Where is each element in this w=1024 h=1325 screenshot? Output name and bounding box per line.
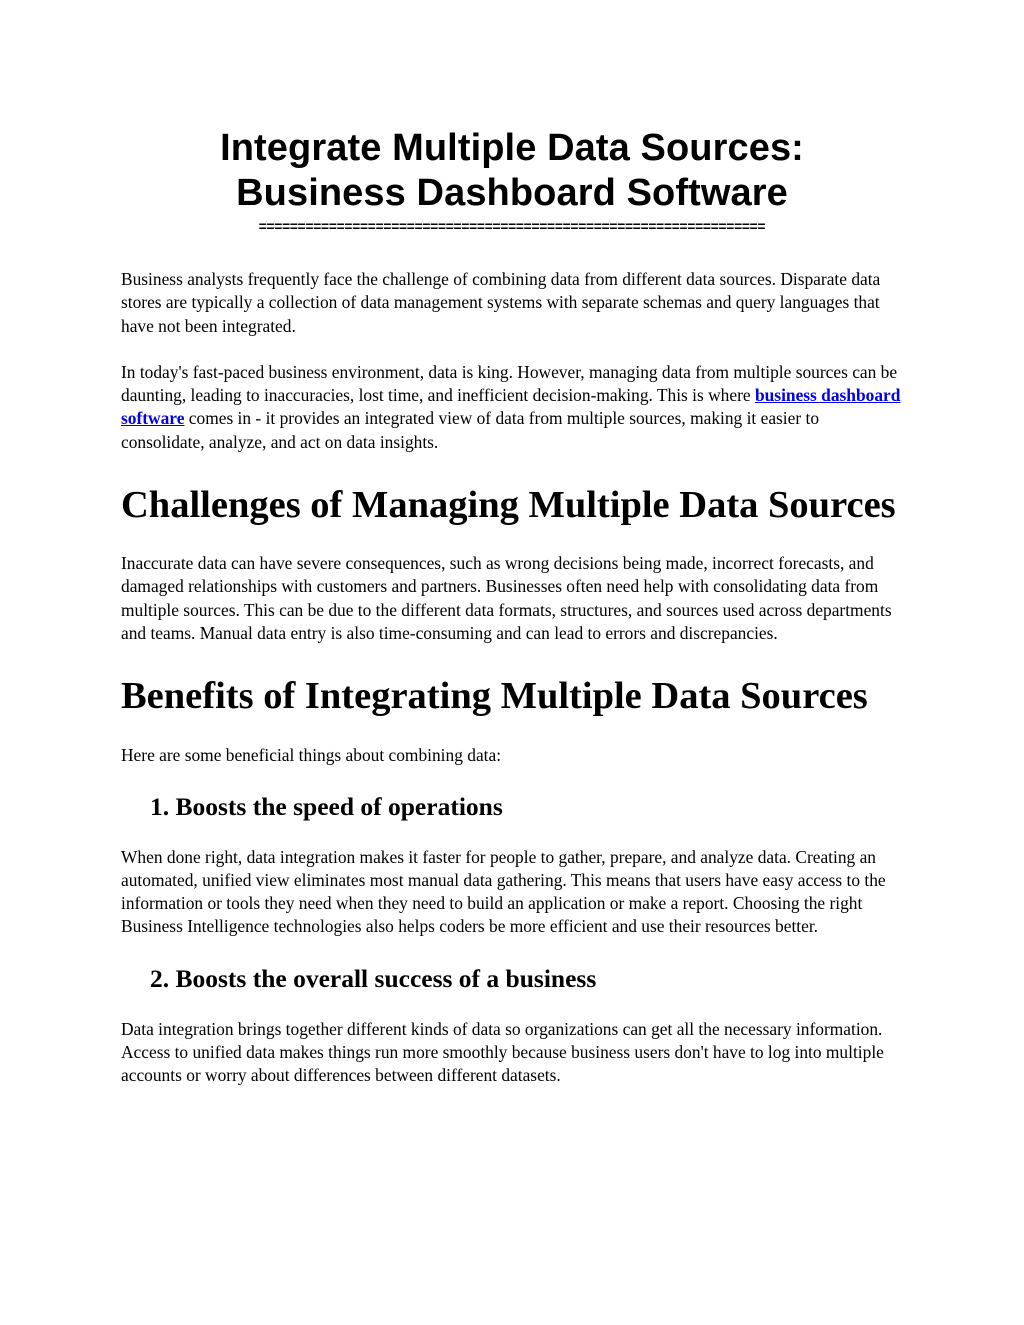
title-separator: ================================================================= [258, 219, 766, 234]
document-page [121, 0, 903, 1088]
intro-paragraph-2-text-before: In today's fast-paced business environment, data is king. However, managing data from multiple sources can be daunting, leading to inaccuracies, lost time, and inefficient decision-making. This is where [121, 361, 898, 406]
benefit-1-paragraph: When done right, data integration makes it faster for people to gather, prepare, and analyze data. Creating an automated, unified view eliminates most manual data gathering. This means that users have easy access to the information or tools they need when they need to build an application or make a report. Choosing the right Business Intelligence technologies also helps coders be more efficient and use their resources better. [121, 846, 886, 937]
intro-paragraph-2-text-after: comes in - it provides an integrated view of data from multiple sources, making it easier to consolidate, analyze, and act on data insights. [121, 408, 820, 452]
challenges-paragraph: Inaccurate data can have severe consequences, such as wrong decisions being made, incorrect forecasts, and damaged relationships with customers and partners. Businesses often need help with consolidating data from multiple sources. This can be due to the different data formats, structures, and sources used across departments and teams. Manual data entry is also time-consuming and can lead to errors and discrepancies. [121, 553, 892, 643]
challenges-heading: Challenges of Managing Multiple Data Sources [121, 484, 896, 527]
document-title-line-2: Business Dashboard Software [236, 172, 788, 214]
benefits-intro: Here are some beneficial things about combining data: [121, 745, 502, 766]
intro-paragraph-1: Business analysts frequently face the challenge of combining data from different data sources. Disparate data stores are typically a collection of data management systems with separate schemas and query languages that have not been integrated. [121, 269, 881, 336]
benefit-2-paragraph: Data integration brings together different kinds of data so organizations can get all the necessary information. Access to unified data makes things run more smoothly because business users don't have to log into multiple accounts or worry about differences between different datasets. [121, 1018, 884, 1086]
document-title [121, 126, 903, 216]
benefit-1-heading: 1. Boosts the speed of operations [150, 791, 503, 821]
business-dashboard-software-link[interactable]: business dashboard software [121, 385, 901, 429]
benefit-2-heading: 2. Boosts the overall success of a business [150, 963, 597, 993]
benefits-heading: Benefits of Integrating Multiple Data Sources [121, 675, 868, 718]
document-title-line-1: Integrate Multiple Data Sources: [220, 127, 804, 169]
intro-paragraph-2 [121, 361, 903, 454]
